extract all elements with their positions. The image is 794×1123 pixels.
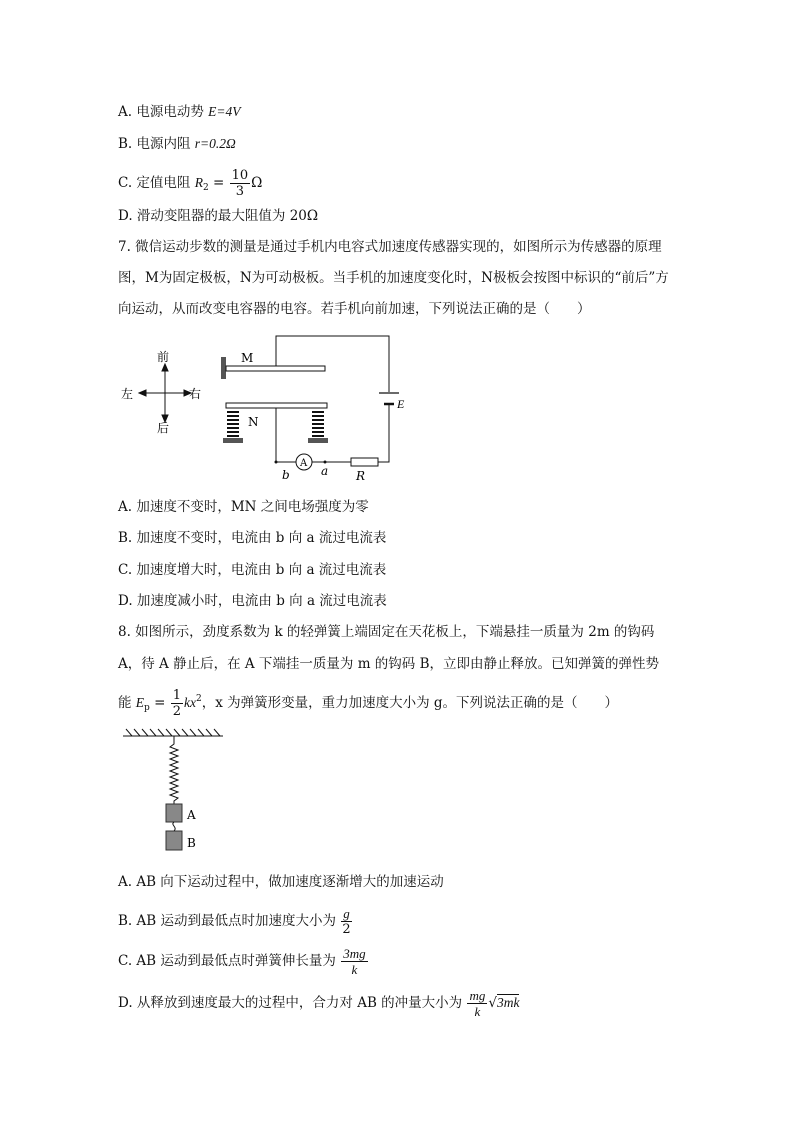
block-b — [166, 831, 182, 850]
fraction-g-over-2: $\frac{g}{2}$ — [342, 906, 351, 937]
circuit-wires — [276, 336, 389, 462]
spring-right-icon — [312, 412, 324, 436]
label-m: M — [241, 351, 254, 365]
plate-n — [226, 403, 327, 408]
spring-icon — [170, 736, 178, 804]
q7-option-c: C. 加速度增大时，电流由 b 向 a 流过电流表 — [118, 562, 387, 578]
direction-arrows-icon — [139, 364, 191, 422]
sqrt-icon: √ — [488, 995, 497, 1011]
label-b: b — [282, 468, 290, 482]
label-front: 前 — [157, 350, 170, 364]
q8-option-a: A. AB 向下运动过程中，做加速度逐渐增大的加速运动 — [118, 874, 444, 890]
q7-option-b: B. 加速度不变时，电流由 b 向 a 流过电流表 — [118, 530, 387, 546]
q8-stem-line-3: 能 $E_p$ = $\frac{1}{2}$ $kx^2$，x 为弹簧形变量，重力加速度大小为 g。下列说法正确的是（ ） — [118, 688, 619, 719]
q8-option-c: C. AB 运动到最低点时弹簧伸长量为 $\frac{3mg}{k}$ — [118, 946, 366, 977]
fraction-10-3: $\frac{10}{3}$ — [231, 168, 249, 199]
label-right: 右 — [189, 387, 202, 401]
spring-left-icon — [227, 412, 239, 436]
fraction-3mg-over-k: $\frac{3mg}{k}$ — [343, 946, 366, 977]
block-a — [166, 804, 182, 822]
spring-left-base — [223, 438, 243, 443]
label-n: N — [248, 415, 259, 429]
label-left: 左 — [121, 387, 134, 401]
ceiling-icon — [123, 729, 223, 736]
label-ammeter: A — [300, 458, 308, 469]
fraction-one-half: $\frac{1}{2}$ — [172, 688, 181, 719]
q6-option-a: A. 电源电动势 E=4V — [118, 104, 241, 120]
spring-right-base — [308, 438, 328, 443]
plate-m-mount — [221, 357, 226, 379]
q6-option-b: B. 电源内阻 r=0.2Ω — [118, 136, 236, 152]
q6-option-c: C. 定值电阻 $R_2$ = $\frac{10}{3}$ Ω — [118, 168, 263, 199]
label-block-b: B — [187, 836, 196, 850]
q7-option-a: A. 加速度不变时，MN 之间电场强度为零 — [118, 499, 369, 515]
resistor — [351, 458, 378, 466]
label-e: E — [397, 397, 405, 411]
q8-stem-line-2: A，待 A 静止后，在 A 下端挂一质量为 m 的钩码 B，立即由静止释放。已知弹簧的弹性势 — [118, 656, 660, 672]
fraction-mg-over-k: $\frac{mg}{k}$ — [469, 988, 486, 1019]
label-back: 后 — [157, 421, 170, 435]
q7-option-d: D. 加速度减小时，电流由 b 向 a 流过电流表 — [118, 593, 387, 609]
spring-mass-diagram — [118, 728, 238, 858]
label-r: R — [356, 469, 366, 483]
q8-option-d: D. 从释放到速度最大的过程中，合力对 AB 的冲量大小为 $\frac{mg}{k}$ √3mk — [118, 988, 520, 1019]
q8-option-b: B. AB 运动到最低点时加速度大小为 $\frac{g}{2}$ — [118, 906, 351, 937]
label-block-a: A — [187, 808, 196, 822]
hook-icon — [173, 822, 175, 831]
q6-option-d: D. 滑动变阻器的最大阻值为 20Ω — [118, 208, 319, 224]
q8-stem-line-1: 8. 如图所示，劲度系数为 k 的轻弹簧上端固定在天花板上，下端悬挂一质量为 2m 的钩码 — [118, 624, 655, 640]
capacitor-sensor-diagram — [115, 330, 415, 485]
plate-m — [226, 366, 325, 371]
label-a: a — [321, 464, 329, 478]
q7-stem: 7. 微信运动步数的测量是通过手机内电容式加速度传感器实现的，如图所示为传感器的原理图，M为固定极板，N为可动极板。当手机的加速度变化时，N极板会按图中标识的“前后”方向运动，从而改变电容器的电容。若手机向前加速，下列说法正确的是（ ） — [118, 239, 669, 317]
